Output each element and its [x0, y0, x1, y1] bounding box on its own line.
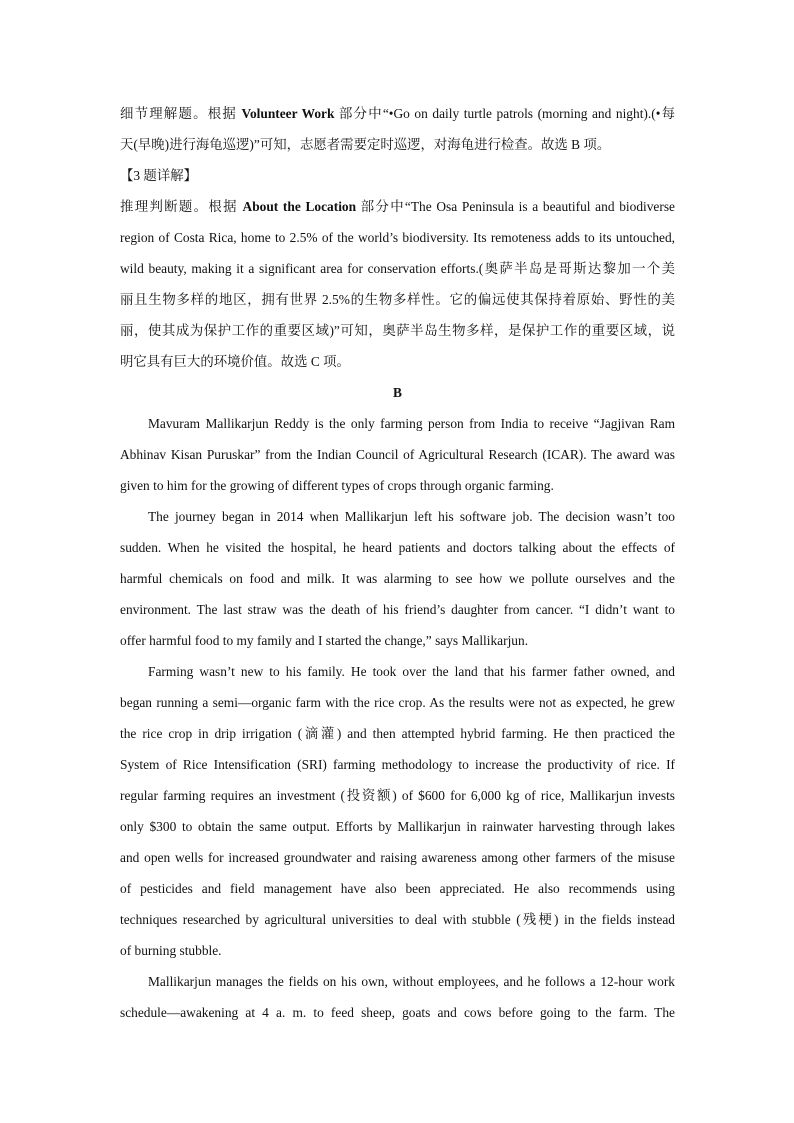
passage-line: given to him for the growing of different types of crops through organic farming.	[120, 478, 554, 493]
passage-line: of pesticides and field management have also been appreciated. He also recommends using	[120, 881, 675, 896]
question-heading: 【3 题详解】	[120, 168, 197, 183]
passage-line: only $300 to obtain the same output. Efforts by Mallikarjun in rainwater harvesting through lakes	[120, 819, 675, 834]
section-reference: About the Location	[242, 199, 357, 214]
explanation-line: wild beauty, making it a significant area for conservation efforts.(奥萨半岛是哥斯达黎加一个美	[120, 261, 675, 276]
explanation-line: 丽，使其成为保护工作的重要区域)”可知，奥萨半岛生物多样，是保护工作的重要区域，说	[120, 323, 675, 338]
document-page	[120, 98, 675, 1028]
passage-line: began running a semi—organic farm with the rice crop. As the results were not as expected, he grew	[120, 695, 675, 710]
passage-line: schedule—awakening at 4 a. m. to feed sheep, goats and cows before going to the farm. The	[120, 1005, 675, 1020]
explanation-line: 细节理解题。根据 Volunteer Work 部分中“•Go on daily turtle patrols (morning and night).(•每	[120, 106, 675, 121]
passage-line: environment. The last straw was the death of his friend’s daughter from cancer. “I didn’t want to	[120, 602, 675, 617]
passage-line: of burning stubble.	[120, 943, 222, 958]
passage-line: Mavuram Mallikarjun Reddy is the only farming person from India to receive “Jagjivan Ram	[148, 416, 675, 431]
section-heading: B	[393, 385, 402, 400]
explanation-line: 明它具有巨大的环境价值。故选 C 项。	[120, 354, 350, 369]
section-reference: Volunteer Work	[241, 106, 335, 121]
passage-line: harmful chemicals on food and milk. It was alarming to see how we pollute ourselves and the	[120, 571, 675, 586]
passage-line: the rice crop in drip irrigation (滴灌) and then attempted hybrid farming. He then practiced the	[120, 726, 675, 741]
passage-line: System of Rice Intensification (SRI) farming methodology to increase the productivity of rice. If	[120, 757, 675, 772]
passage-line: techniques researched by agricultural universities to deal with stubble (残梗) in the fields instead	[120, 912, 675, 927]
passage-line: The journey began in 2014 when Mallikarjun left his software job. The decision wasn’t too	[148, 509, 675, 524]
passage-line: Farming wasn’t new to his family. He took over the land that his farmer father owned, and	[148, 664, 675, 679]
passage-line: offer harmful food to my family and I started the change,” says Mallikarjun.	[120, 633, 529, 648]
passage-line: and open wells for increased groundwater and raising awareness among other farmers of the misuse	[120, 850, 675, 865]
explanation-line: 天(早晚)进行海龟巡逻)”可知，志愿者需要定时巡逻，对海龟进行检查。故选 B 项。	[120, 137, 611, 152]
passage-line: Abhinav Kisan Puruskar” from the Indian Council of Agricultural Research (ICAR). The award was	[120, 447, 675, 462]
explanation-line: region of Costa Rica, home to 2.5% of the world’s biodiversity. Its remoteness adds to its untouched,	[120, 230, 675, 245]
explanation-line: 丽且生物多样的地区，拥有世界 2.5%的生物多样性。它的偏远使其保持着原始、野性的美	[120, 292, 675, 307]
passage-line: regular farming requires an investment (投资额) of $600 for 6,000 kg of rice, Mallikarjun invests	[120, 788, 675, 803]
explanation-line: 推理判断题。根据 About the Location 部分中“The Osa Peninsula is a beautiful and biodiverse	[120, 199, 675, 214]
passage-line: Mallikarjun manages the fields on his own, without employees, and he follows a 12-hour work	[148, 974, 675, 989]
passage-line: sudden. When he visited the hospital, he heard patients and doctors talking about the effects of	[120, 540, 675, 555]
